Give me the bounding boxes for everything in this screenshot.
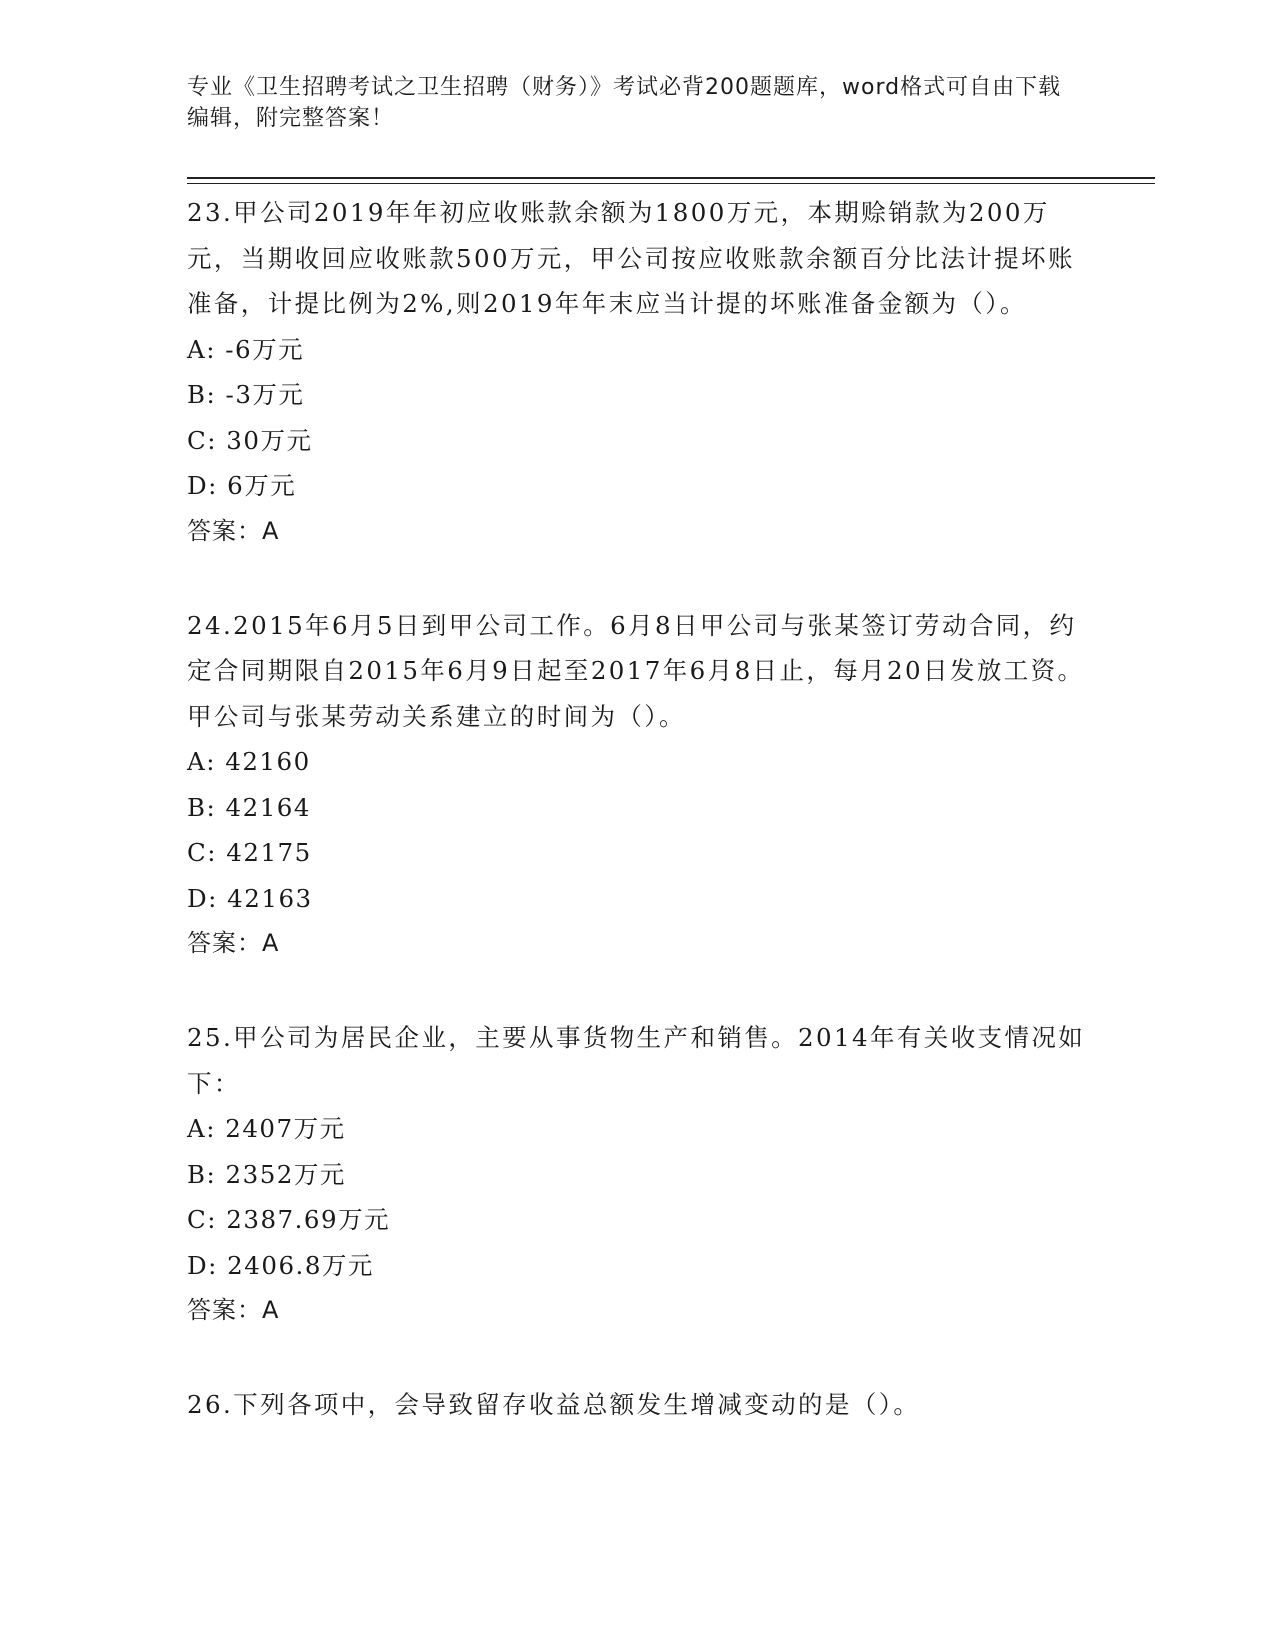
option-d: D: 42163 [187, 883, 313, 913]
question-list [187, 188, 1087, 1428]
option-d: D: 2406.8万元 [187, 1250, 374, 1280]
option-a: A: -6万元 [187, 334, 305, 364]
question-stem: 23.甲公司2019年年初应收账款余额为1800万元，本期赊销款为200万元，当期收回应收账款500万元，甲公司按应收账款余额百分比法计提坏账准备，计提比例为2%,则2019年年末应当计提的坏账准备金额为（）。 [187, 198, 1075, 318]
question-stem: 25.甲公司为居民企业，主要从事货物生产和销售。2014年有关收支情况如下： [187, 1023, 1086, 1098]
question-24 [187, 601, 1087, 967]
answer-line: 答案：A [187, 1296, 280, 1324]
option-d: D: 6万元 [187, 471, 297, 500]
option-b: B: -3万元 [187, 380, 305, 409]
question-stem: 26.下列各项中，会导致留存收益总额发生增减变动的是（）。 [187, 1390, 921, 1419]
option-c: C: 30万元 [187, 425, 313, 455]
question-25 [187, 1013, 1087, 1333]
question-23 [187, 188, 1087, 554]
question-stem: 24.2015年6月5日到甲公司工作。6月8日甲公司与张某签订劳动合同，约定合同期限自2015年6月9日起至2017年6月8日止，每月20日发放工资。甲公司与张某劳动关系建立的时间为（）。 [187, 610, 1085, 731]
question-spacer [187, 966, 1087, 1013]
question-spacer [187, 1333, 1087, 1380]
option-c: C: 42175 [187, 838, 312, 867]
answer-line: 答案：A [187, 929, 280, 957]
option-b: B: 42164 [187, 792, 311, 822]
header-divider-thin [187, 183, 1155, 184]
option-b: B: 2352万元 [187, 1159, 346, 1189]
option-a: A: 2407万元 [187, 1114, 346, 1143]
option-c: C: 2387.69万元 [187, 1205, 391, 1234]
question-spacer [187, 554, 1087, 601]
question-26 [187, 1380, 1087, 1428]
answer-line: 答案：A [187, 516, 280, 545]
header-divider-thick [187, 177, 1155, 179]
document-header: 专业《卫生招聘考试之卫生招聘（财务）》考试必背200题题库，word格式可自由下载编辑，附完整答案！ [187, 75, 1062, 131]
option-a: A: 42160 [187, 747, 311, 776]
